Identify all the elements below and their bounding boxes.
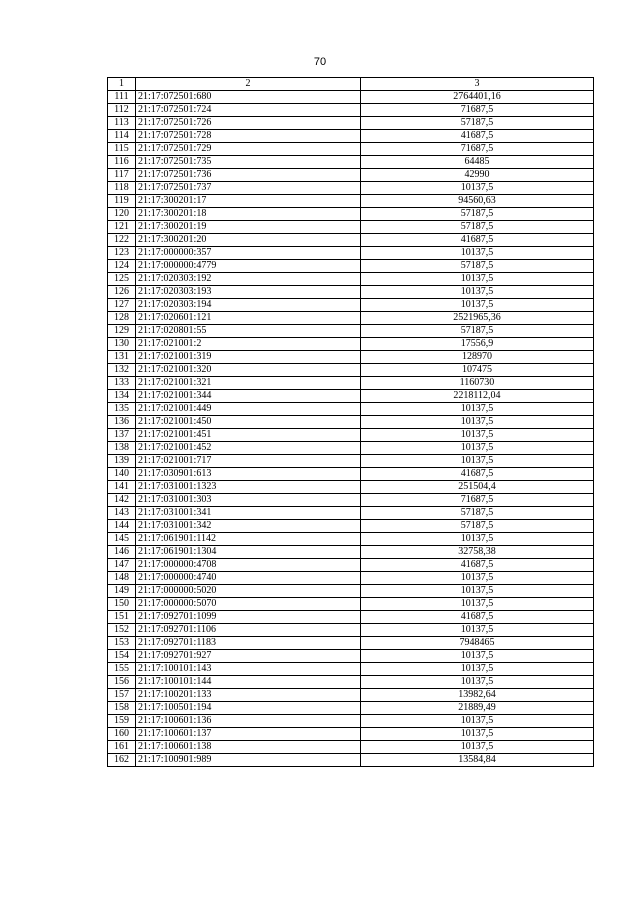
value-cell: 41687,5 [361,468,594,481]
table-row [108,338,594,351]
cadastral-number-cell: 21:17:020303:194 [136,299,361,312]
cadastral-number-cell: 21:17:100901:989 [136,754,361,767]
table-row [108,299,594,312]
cadastral-number-cell: 21:17:000000:4779 [136,260,361,273]
value-cell: 251504,4 [361,481,594,494]
table-row [108,624,594,637]
value-cell: 94560,63 [361,195,594,208]
table-row [108,754,594,767]
cadastral-number-cell: 21:17:300201:17 [136,195,361,208]
cadastral-number-cell: 21:17:000000:5070 [136,598,361,611]
value-cell: 57187,5 [361,325,594,338]
cadastral-number-cell: 21:17:020303:193 [136,286,361,299]
value-cell: 10137,5 [361,442,594,455]
cadastral-number-cell: 21:17:021001:2 [136,338,361,351]
row-number-cell: 129 [108,325,136,338]
value-cell: 41687,5 [361,130,594,143]
row-number-cell: 125 [108,273,136,286]
table-row [108,208,594,221]
table-row [108,143,594,156]
cadastral-number-cell: 21:17:092701:927 [136,650,361,663]
row-number-cell: 133 [108,377,136,390]
table-row [108,429,594,442]
cadastral-number-cell: 21:17:072501:728 [136,130,361,143]
row-number-cell: 114 [108,130,136,143]
row-number-cell: 113 [108,117,136,130]
value-cell: 10137,5 [361,455,594,468]
cadastral-number-cell: 21:17:100601:136 [136,715,361,728]
cadastral-number-cell: 21:17:092701:1106 [136,624,361,637]
value-cell: 42990 [361,169,594,182]
row-number-cell: 152 [108,624,136,637]
column-header: 2 [136,78,361,91]
table-row [108,676,594,689]
value-cell: 10137,5 [361,598,594,611]
row-number-cell: 136 [108,416,136,429]
row-number-cell: 123 [108,247,136,260]
cadastral-number-cell: 21:17:072501:680 [136,91,361,104]
value-cell: 10137,5 [361,572,594,585]
value-cell: 128970 [361,351,594,364]
table-row [108,559,594,572]
cadastral-number-cell: 21:17:092701:1099 [136,611,361,624]
table-row [108,611,594,624]
row-number-cell: 116 [108,156,136,169]
cadastral-number-cell: 21:17:100501:194 [136,702,361,715]
value-cell: 10137,5 [361,741,594,754]
table-row [108,650,594,663]
value-cell: 41687,5 [361,611,594,624]
table-row [108,234,594,247]
value-cell: 57187,5 [361,507,594,520]
table-row [108,702,594,715]
cadastral-number-cell: 21:17:031001:303 [136,494,361,507]
row-number-cell: 131 [108,351,136,364]
cadastral-number-cell: 21:17:020801:55 [136,325,361,338]
value-cell: 32758,38 [361,546,594,559]
table-row [108,286,594,299]
value-cell: 57187,5 [361,117,594,130]
cadastral-number-cell: 21:17:021001:449 [136,403,361,416]
table-row [108,247,594,260]
cadastral-number-cell: 21:17:061901:1142 [136,533,361,546]
value-cell: 10137,5 [361,624,594,637]
cadastral-number-cell: 21:17:021001:452 [136,442,361,455]
table-row [108,169,594,182]
value-cell: 71687,5 [361,143,594,156]
cadastral-number-cell: 21:17:020303:192 [136,273,361,286]
value-cell: 10137,5 [361,247,594,260]
table-row [108,689,594,702]
table-row [108,416,594,429]
cadastral-number-cell: 21:17:300201:20 [136,234,361,247]
table-row [108,546,594,559]
table-row [108,91,594,104]
table-row [108,585,594,598]
table-row [108,260,594,273]
row-number-cell: 143 [108,507,136,520]
table-row [108,364,594,377]
cadastral-number-cell: 21:17:072501:729 [136,143,361,156]
table-row [108,637,594,650]
table-row [108,520,594,533]
cadastral-number-cell: 21:17:000000:357 [136,247,361,260]
value-cell: 10137,5 [361,403,594,416]
value-cell: 2764401,16 [361,91,594,104]
value-cell: 10137,5 [361,676,594,689]
value-cell: 10137,5 [361,429,594,442]
table-row [108,455,594,468]
value-cell: 21889,49 [361,702,594,715]
table-row [108,533,594,546]
row-number-cell: 127 [108,299,136,312]
table-row [108,494,594,507]
row-number-cell: 146 [108,546,136,559]
table-row [108,507,594,520]
table-row [108,715,594,728]
table-row [108,130,594,143]
table-row [108,468,594,481]
table-row [108,390,594,403]
cadastral-number-cell: 21:17:072501:736 [136,169,361,182]
row-number-cell: 154 [108,650,136,663]
table-row [108,598,594,611]
table-row [108,325,594,338]
cadastral-number-cell: 21:17:100601:137 [136,728,361,741]
row-number-cell: 112 [108,104,136,117]
table-row [108,104,594,117]
row-number-cell: 128 [108,312,136,325]
row-number-cell: 160 [108,728,136,741]
row-number-cell: 126 [108,286,136,299]
cadastral-number-cell: 21:17:031001:341 [136,507,361,520]
row-number-cell: 120 [108,208,136,221]
value-cell: 13584,84 [361,754,594,767]
table-row [108,221,594,234]
row-number-cell: 157 [108,689,136,702]
row-number-cell: 150 [108,598,136,611]
value-cell: 57187,5 [361,208,594,221]
table-row [108,741,594,754]
table-row [108,312,594,325]
value-cell: 10137,5 [361,273,594,286]
row-number-cell: 135 [108,403,136,416]
table-row [108,351,594,364]
row-number-cell: 121 [108,221,136,234]
cadastral-number-cell: 21:17:072501:735 [136,156,361,169]
cadastral-number-cell: 21:17:000000:4708 [136,559,361,572]
value-cell: 2218112,04 [361,390,594,403]
table-row [108,273,594,286]
page-number: 70 [313,56,327,68]
row-number-cell: 158 [108,702,136,715]
row-number-cell: 149 [108,585,136,598]
cadastral-number-cell: 21:17:000000:4740 [136,572,361,585]
cadastral-number-cell: 21:17:021001:344 [136,390,361,403]
value-cell: 71687,5 [361,494,594,507]
table-row [108,403,594,416]
row-number-cell: 159 [108,715,136,728]
cadastral-number-cell: 21:17:072501:724 [136,104,361,117]
table-row [108,663,594,676]
row-number-cell: 134 [108,390,136,403]
table-row [108,377,594,390]
cadastral-number-cell: 21:17:021001:450 [136,416,361,429]
cadastral-number-cell: 21:17:300201:18 [136,208,361,221]
value-cell: 57187,5 [361,260,594,273]
row-number-cell: 111 [108,91,136,104]
cadastral-number-cell: 21:17:021001:321 [136,377,361,390]
table-row [108,117,594,130]
row-number-cell: 161 [108,741,136,754]
row-number-cell: 144 [108,520,136,533]
cadastral-number-cell: 21:17:021001:320 [136,364,361,377]
value-cell: 10137,5 [361,416,594,429]
value-cell: 107475 [361,364,594,377]
row-number-cell: 139 [108,455,136,468]
cadastral-number-cell: 21:17:000000:5020 [136,585,361,598]
value-cell: 10137,5 [361,715,594,728]
cadastral-number-cell: 21:17:061901:1304 [136,546,361,559]
table-row [108,728,594,741]
cadastral-number-cell: 21:17:100601:138 [136,741,361,754]
cadastral-number-cell: 21:17:031001:1323 [136,481,361,494]
value-cell: 10137,5 [361,728,594,741]
row-number-cell: 117 [108,169,136,182]
cadastral-number-cell: 21:17:020601:121 [136,312,361,325]
row-number-cell: 155 [108,663,136,676]
column-header: 1 [108,78,136,91]
value-cell: 10137,5 [361,650,594,663]
row-number-cell: 124 [108,260,136,273]
table-row [108,442,594,455]
row-number-cell: 162 [108,754,136,767]
column-header: 3 [361,78,594,91]
cadastral-number-cell: 21:17:021001:451 [136,429,361,442]
value-cell: 7948465 [361,637,594,650]
value-cell: 1160730 [361,377,594,390]
cadastral-number-cell: 21:17:100201:133 [136,689,361,702]
row-number-cell: 132 [108,364,136,377]
row-number-cell: 137 [108,429,136,442]
table-body [108,78,594,767]
cadastral-number-cell: 21:17:030901:613 [136,468,361,481]
cadastral-number-cell: 21:17:072501:726 [136,117,361,130]
cadastral-number-cell: 21:17:092701:1183 [136,637,361,650]
value-cell: 10137,5 [361,533,594,546]
value-cell: 17556,9 [361,338,594,351]
row-number-cell: 115 [108,143,136,156]
row-number-cell: 138 [108,442,136,455]
value-cell: 13982,64 [361,689,594,702]
row-number-cell: 119 [108,195,136,208]
row-number-cell: 147 [108,559,136,572]
cadastral-number-cell: 21:17:021001:319 [136,351,361,364]
row-number-cell: 148 [108,572,136,585]
cadastral-number-cell: 21:17:100101:143 [136,663,361,676]
row-number-cell: 141 [108,481,136,494]
data-table [107,77,594,767]
value-cell: 2521965,36 [361,312,594,325]
table-row [108,481,594,494]
table-row [108,156,594,169]
value-cell: 71687,5 [361,104,594,117]
value-cell: 10137,5 [361,585,594,598]
row-number-cell: 130 [108,338,136,351]
value-cell: 10137,5 [361,663,594,676]
table-row [108,182,594,195]
table-row [108,572,594,585]
cadastral-number-cell: 21:17:021001:717 [136,455,361,468]
value-cell: 41687,5 [361,559,594,572]
row-number-cell: 151 [108,611,136,624]
value-cell: 64485 [361,156,594,169]
value-cell: 10137,5 [361,182,594,195]
row-number-cell: 156 [108,676,136,689]
row-number-cell: 153 [108,637,136,650]
cadastral-number-cell: 21:17:300201:19 [136,221,361,234]
cadastral-number-cell: 21:17:100101:144 [136,676,361,689]
value-cell: 10137,5 [361,286,594,299]
value-cell: 41687,5 [361,234,594,247]
value-cell: 57187,5 [361,520,594,533]
row-number-cell: 140 [108,468,136,481]
row-number-cell: 122 [108,234,136,247]
cadastral-number-cell: 21:17:031001:342 [136,520,361,533]
value-cell: 57187,5 [361,221,594,234]
row-number-cell: 142 [108,494,136,507]
cadastral-number-cell: 21:17:072501:737 [136,182,361,195]
table-row [108,195,594,208]
row-number-cell: 118 [108,182,136,195]
value-cell: 10137,5 [361,299,594,312]
row-number-cell: 145 [108,533,136,546]
table-header-row [108,78,594,91]
